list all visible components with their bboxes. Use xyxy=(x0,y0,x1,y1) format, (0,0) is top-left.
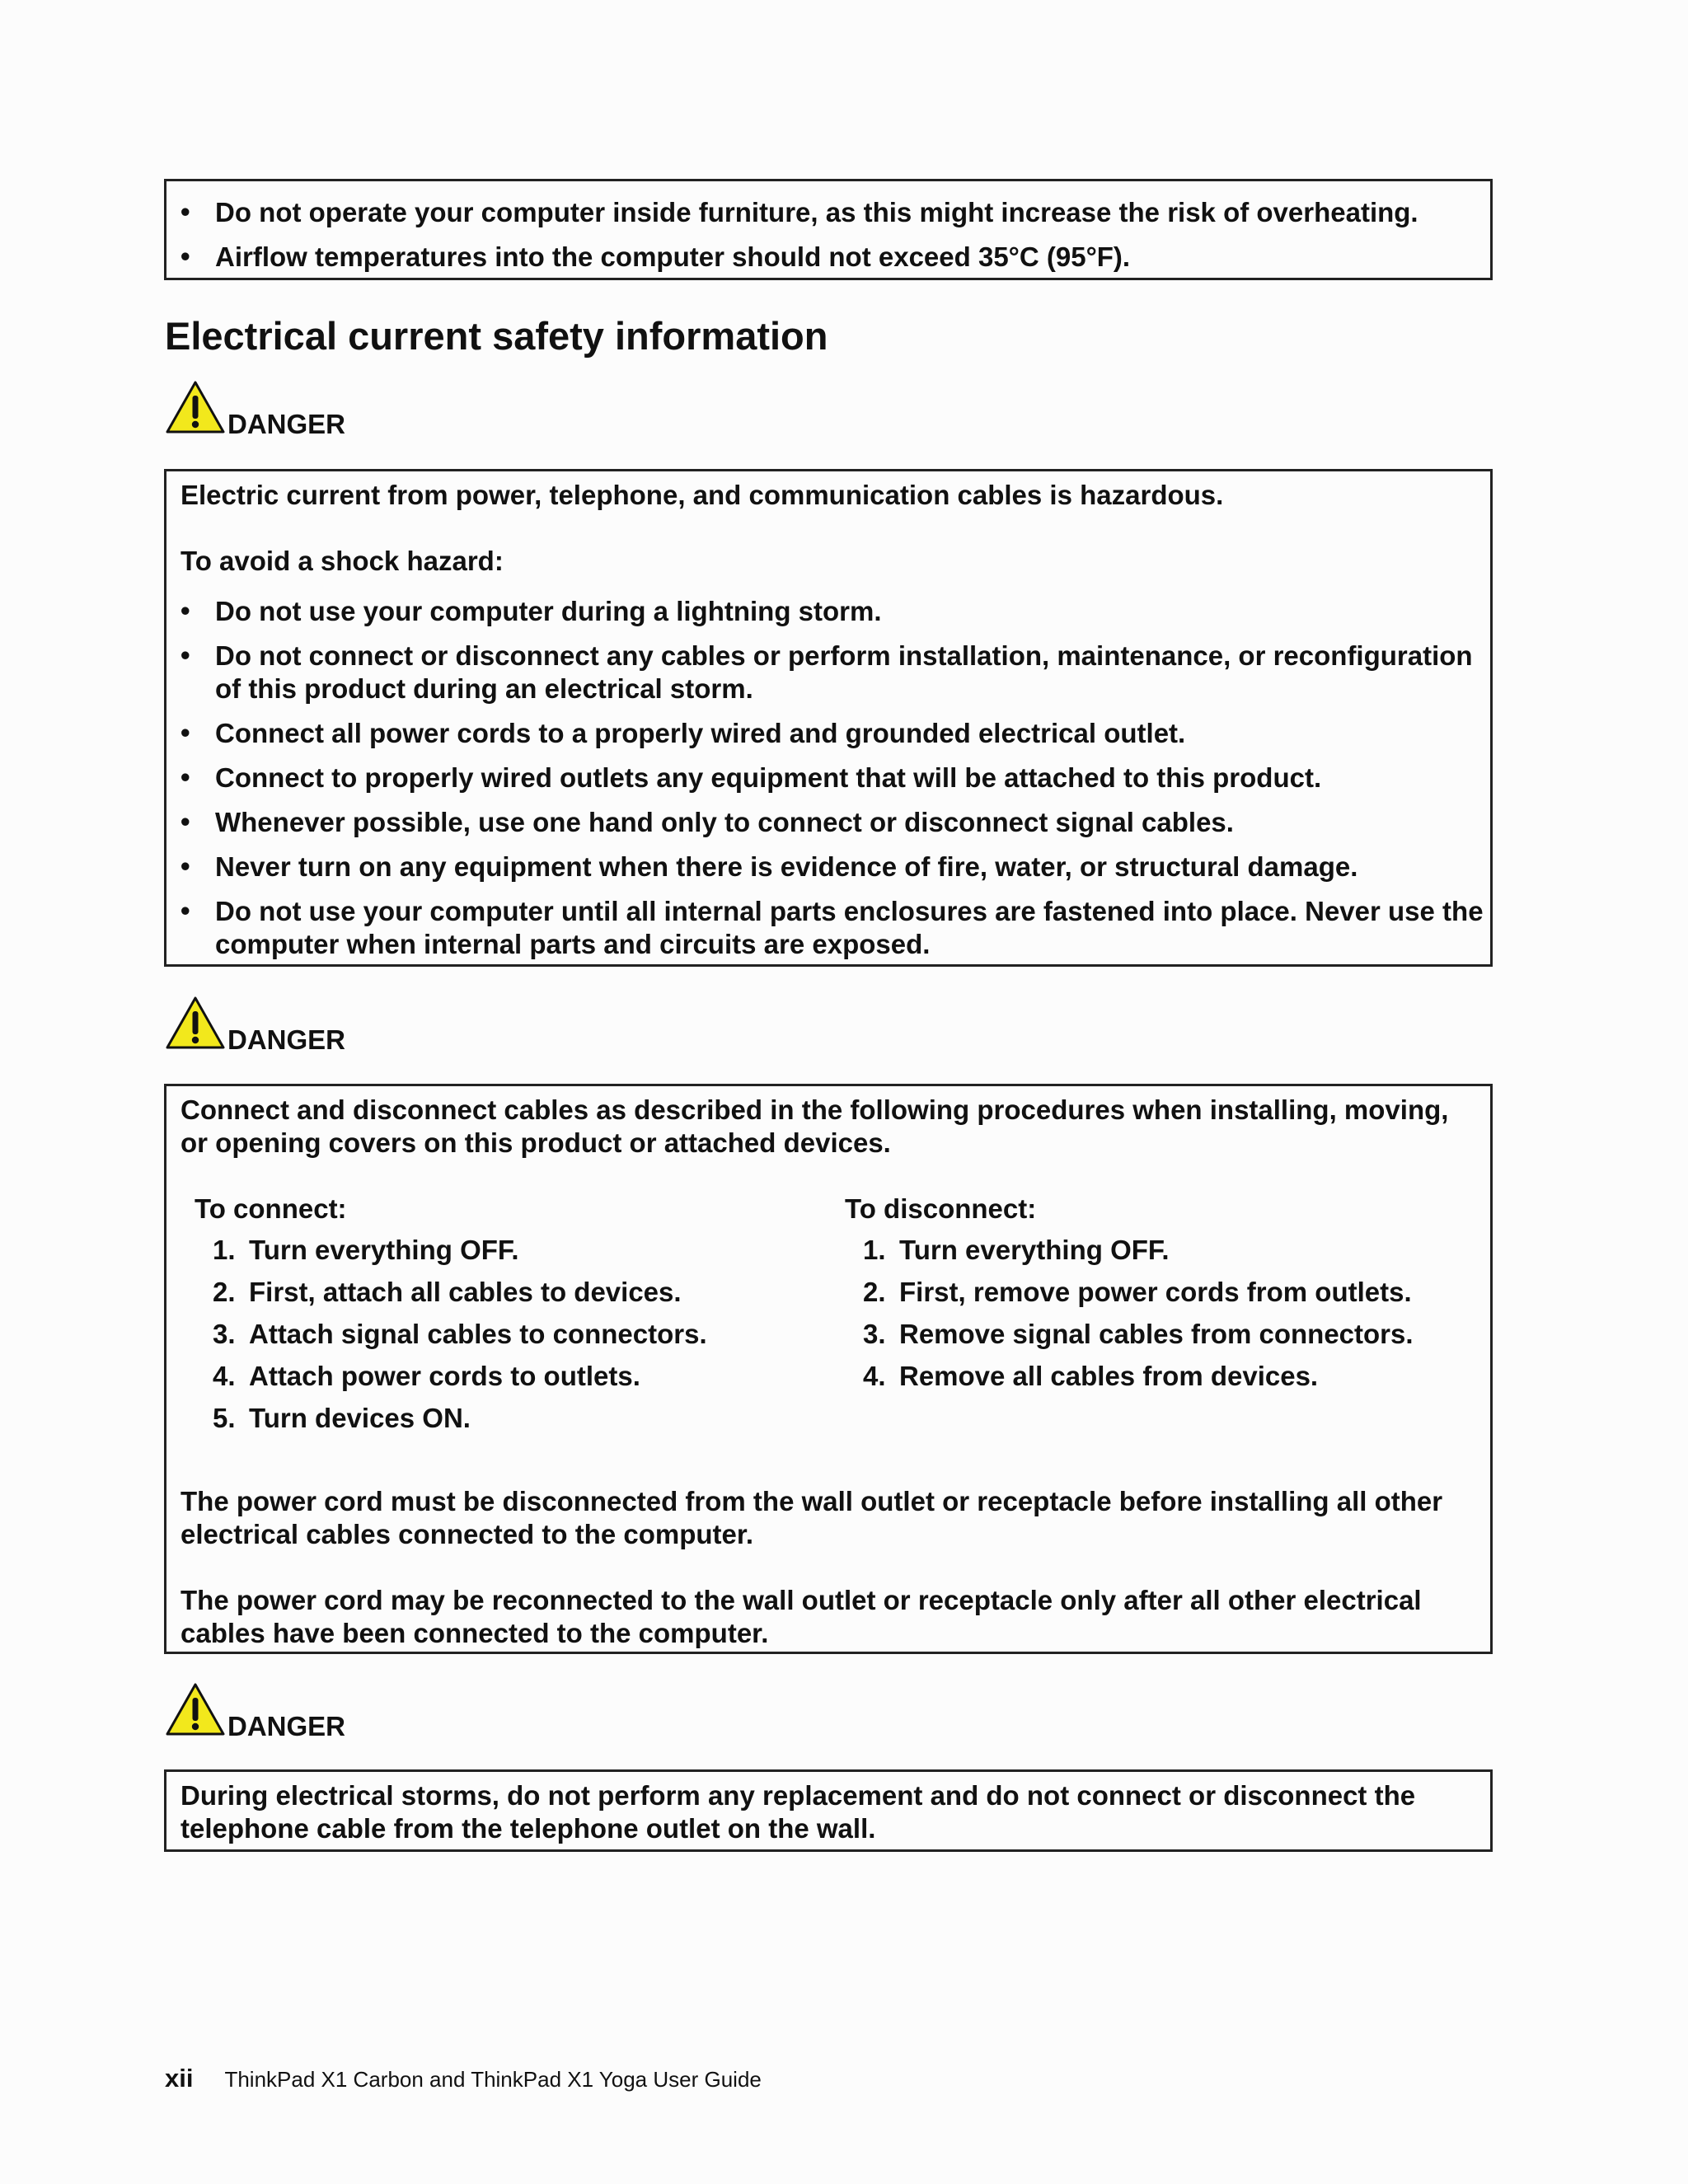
connect-step: 5. Turn devices ON. xyxy=(213,1403,471,1433)
power-cord-note-1-line-2: electrical cables connected to the computer. xyxy=(181,1519,754,1549)
bullet-icon: • xyxy=(181,196,190,227)
connect-header: To connect: xyxy=(195,1193,347,1224)
connect-step: 2. First, attach all cables to devices. xyxy=(213,1277,682,1307)
power-cord-note-1-line-1: The power cord must be disconnected from the wall outlet or receptacle before installing all other xyxy=(181,1486,1443,1516)
bullet-icon: • xyxy=(181,640,190,670)
page-footer xyxy=(165,2064,762,2093)
warning-triangle-icon xyxy=(165,379,226,437)
connect-step: 1. Turn everything OFF. xyxy=(213,1235,519,1265)
overheating-notice-box: • Do not operate your computer inside furniture, as this might increase the risk of overheating. • Airflow temperatures into the computer should not exceed 35°C (95°F). xyxy=(164,179,1493,280)
bullet-icon: • xyxy=(181,851,190,881)
warning-triangle-icon xyxy=(165,1681,226,1739)
procedure-intro-line-2: or opening covers on this product or attached devices. xyxy=(181,1127,891,1158)
power-cord-note-2-line-2: cables have been connected to the computer. xyxy=(181,1618,769,1648)
connect-procedure xyxy=(195,1193,821,1457)
storm-warning-line-1: During electrical storms, do not perform any replacement and do not connect or disconnect the xyxy=(181,1780,1416,1811)
cable-procedure-box xyxy=(164,1084,1493,1654)
warning-triangle-icon xyxy=(165,995,226,1052)
danger-text: DANGER xyxy=(227,1711,346,1741)
disconnect-header: To disconnect: xyxy=(845,1193,1037,1224)
procedure-intro-line-1: Connect and disconnect cables as described in the following procedures when installing, moving, xyxy=(181,1094,1449,1125)
storm-telephone-box xyxy=(164,1769,1493,1852)
page-number: xii xyxy=(165,2064,194,2093)
bullet-icon: • xyxy=(181,806,190,837)
danger-text: DANGER xyxy=(227,409,346,439)
storm-warning-line-2: telephone cable from the telephone outlet on the wall. xyxy=(181,1813,876,1844)
disconnect-step: 3. Remove signal cables from connectors. xyxy=(863,1319,1414,1349)
danger-lead: To avoid a shock hazard: xyxy=(181,546,504,576)
bullet-icon: • xyxy=(181,895,190,926)
guide-title: ThinkPad X1 Carbon and ThinkPad X1 Yoga User Guide xyxy=(224,2067,762,2092)
bullet-icon: • xyxy=(181,762,190,792)
disconnect-step: 4. Remove all cables from devices. xyxy=(863,1361,1319,1391)
disconnect-procedure xyxy=(845,1193,1471,1416)
disconnect-step: 2. First, remove power cords from outlets. xyxy=(863,1277,1412,1307)
bullet-icon: • xyxy=(181,595,190,626)
connect-step: 4. Attach power cords to outlets. xyxy=(213,1361,640,1391)
shock-hazard-box: Electric current from power, telephone, and communication cables is hazardous. To avoid a shock hazard: • Do not use your computer during a lightning storm. • Do not connect or disconnect any cables or perform installation, maintenance, or reconfiguration of this product during an electrical storm. • Connect all power cords to a properly wired and grounded electrical outlet. • Connect to properly wired outlets any equipment that will be attached to this product. • Whenever possible, use one hand only to connect or disconnect signal cables. • Never turn on any equipment when there is evidence of fire, water, or structural damage. • Do not use your computer until all internal parts enclosures are fastened into place. Never use the computer when internal parts and circuits are exposed. xyxy=(164,469,1493,967)
bullet-icon: • xyxy=(181,241,190,271)
disconnect-step: 1. Turn everything OFF. xyxy=(863,1235,1170,1265)
power-cord-note-2-line-1: The power cord may be reconnected to the wall outlet or receptacle only after all other electrical xyxy=(181,1585,1422,1615)
danger-intro: Electric current from power, telephone, and communication cables is hazardous. xyxy=(181,480,1224,510)
bullet-icon: • xyxy=(181,717,190,748)
section-title: Electrical current safety information xyxy=(165,314,828,358)
danger-text: DANGER xyxy=(227,1024,346,1055)
connect-step: 3. Attach signal cables to connectors. xyxy=(213,1319,707,1349)
